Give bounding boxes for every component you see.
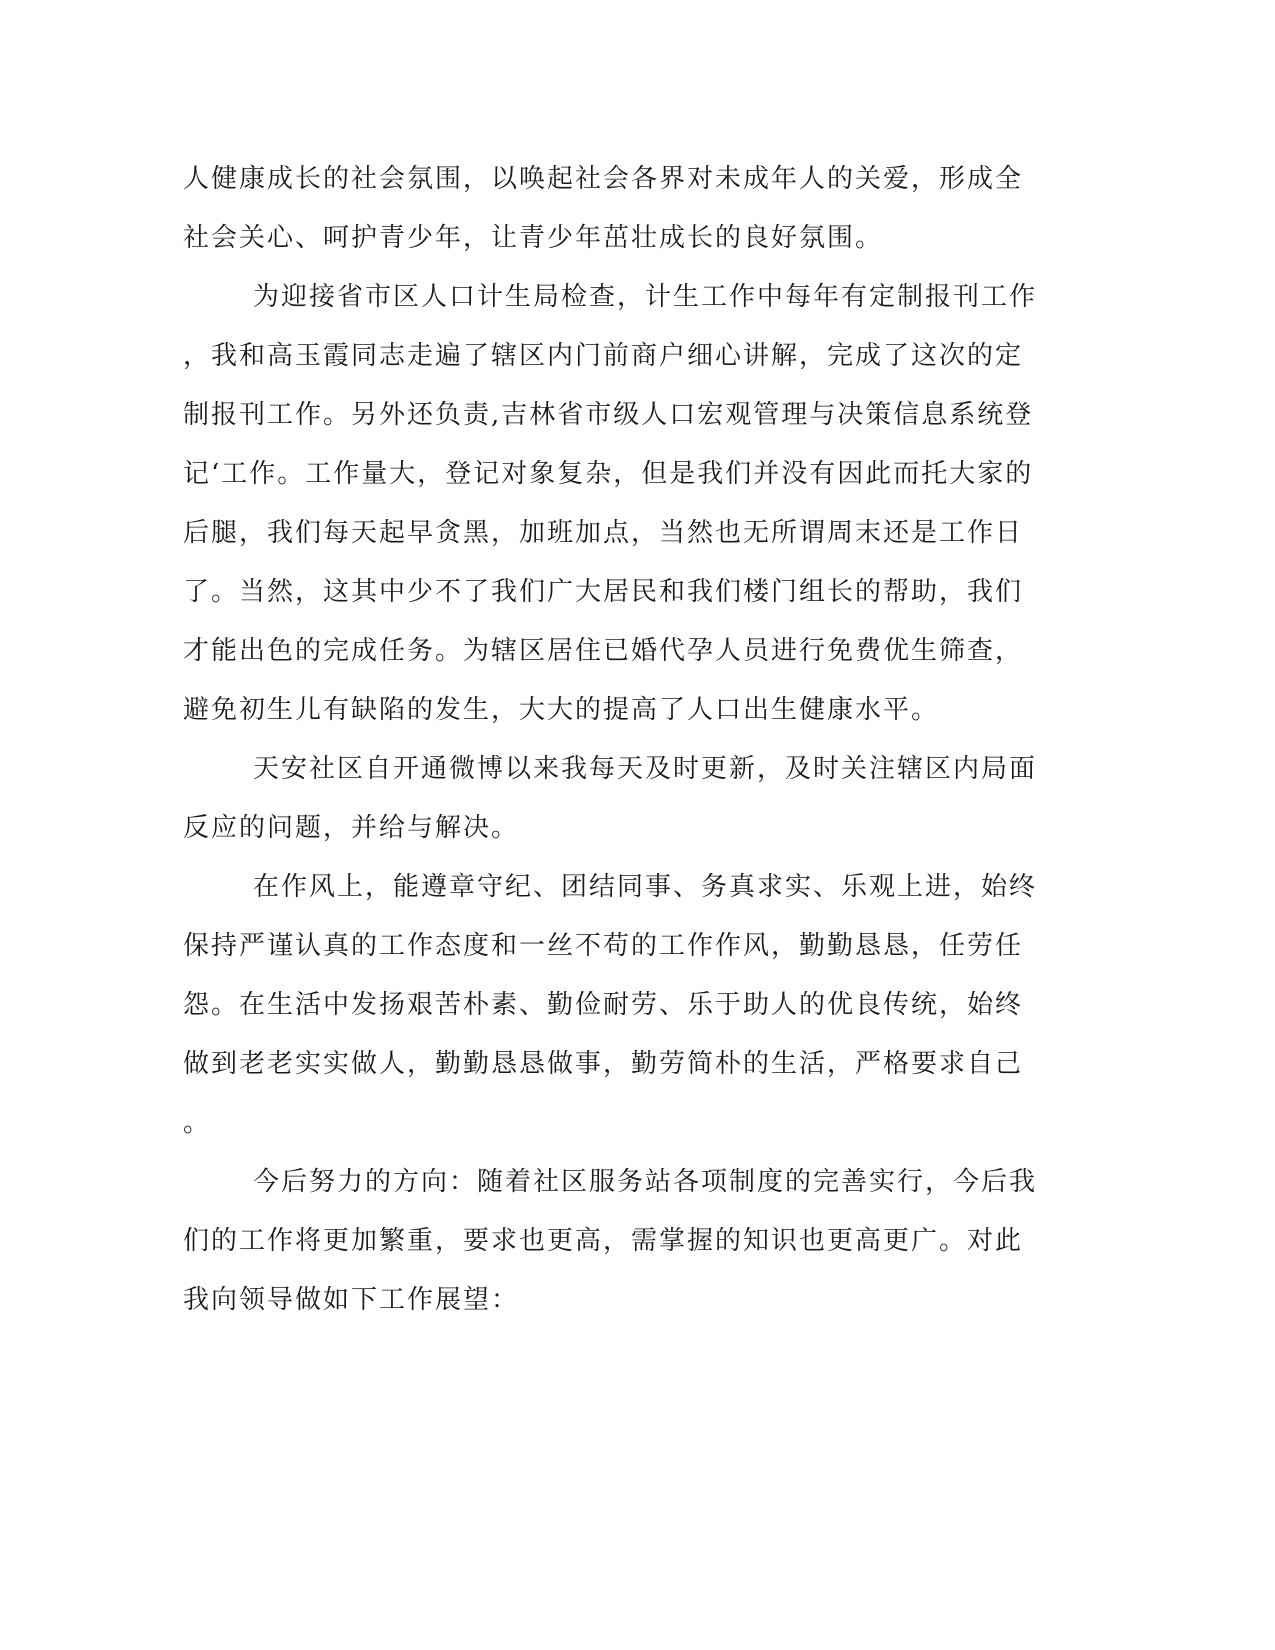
text-line: 后腿，我们每天起早贪黑，加班加点，当然也无所谓周末还是工作日: [183, 518, 1024, 548]
text-line: 了。当然，这其中少不了我们广大居民和我们楼门组长的帮助，我们: [183, 577, 1024, 607]
text-line: 为迎接省市区人口计生局检查，计生工作中每年有定制报刊工作: [253, 282, 1038, 312]
text-line: 制报刊工作。另外还负责,吉林省市级人口宏观管理与决策信息系统登: [183, 400, 1034, 430]
text-line: 保持严谨认真的工作态度和一丝不苟的工作作风，勤勤恳恳，任劳任: [183, 931, 1024, 961]
text-line: 在作风上，能遵章守纪、团结同事、务真求实、乐观上进，始终: [253, 872, 1038, 902]
document-body: [183, 150, 1038, 1330]
text-line: ，我和高玉霞同志走遍了辖区内门前商户细心讲解，完成了这次的定: [183, 341, 1024, 371]
text-line: 人健康成长的社会氛围，以唤起社会各界对未成年人的关爱，形成全: [183, 164, 1024, 194]
text-line: 反应的问题，并给与解决。: [183, 813, 520, 843]
paragraph-3: [183, 740, 1038, 858]
text-line: 避免初生儿有缺陷的发生，大大的提高了人口出生健康水平。: [183, 695, 940, 725]
text-line: 怨。在生活中发扬艰苦朴素、勤俭耐劳、乐于助人的优良传统，始终: [183, 990, 1024, 1020]
text-line: 我向领导做如下工作展望：: [183, 1285, 520, 1315]
text-line: 记‘工作。工作量大，登记对象复杂，但是我们并没有因此而托大家的: [183, 459, 1034, 489]
text-line: 们的工作将更加繁重，要求也更高，需掌握的知识也更高更广。对此: [183, 1226, 1024, 1256]
text-line: 今后努力的方向：随着社区服务站各项制度的完善实行，今后我: [253, 1167, 1038, 1197]
paragraph-1: [183, 150, 1033, 268]
text-line: 做到老老实实做人，勤勤恳恳做事，勤劳简朴的生活，严格要求自己: [183, 1049, 1024, 1079]
paragraph-2: [183, 268, 1038, 740]
text-line: 。: [183, 1108, 212, 1138]
paragraph-4: [183, 858, 1038, 1153]
text-line: 才能出色的完成任务。为辖区居住已婚代孕人员进行免费优生筛查，: [183, 636, 1024, 666]
paragraph-5: [183, 1153, 1038, 1330]
text-line: 社会关心、呵护青少年，让青少年茁壮成长的良好氛围。: [183, 223, 884, 253]
text-line: 天安社区自开通微博以来我每天及时更新，及时关注辖区内局面: [253, 754, 1038, 784]
